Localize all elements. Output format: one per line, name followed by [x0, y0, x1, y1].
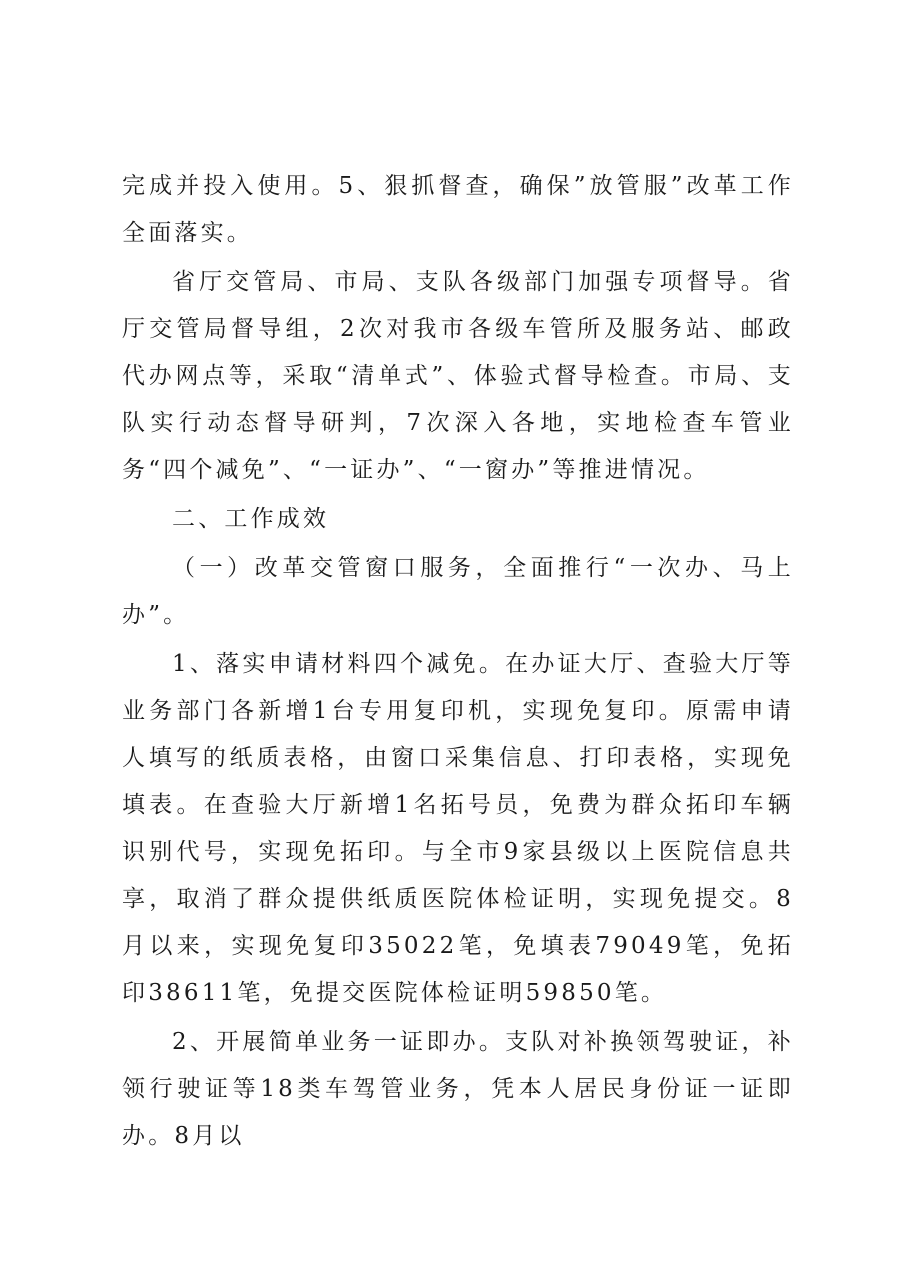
paragraph-continuation: 完成并投入使用。5、狠抓督查，确保”放管服”改革工作全面落实。 [122, 173, 794, 246]
paragraph-item-1: 1、落实申请材料四个减免。在办证大厅、查验大厅等业务部门各新增1台专用复印机，实现免复印。原需申请人填写的纸质表格，由窗口采集信息、打印表格，实现免填表。在查验大厅新增1名拓号员，免费为群众拓印车辆识别代号，实现免拓印。与全市9家县级以上医院信息共享，取消了群众提供纸质医院体检证明，实现免提交。8月以来，实现免复印35022笔，免填表79049笔，免拓印38611笔，免提交医院体检证明59850笔。 [122, 651, 794, 1006]
section-heading-results: 二、工作成效 [172, 506, 330, 532]
document-body [122, 163, 794, 1162]
paragraph-item-2: 2、开展简单业务一证即办。支队对补换领驾驶证，补领行驶证等18类车驾管业务，凭本人居民身份证一证即办。8月以 [122, 1029, 794, 1149]
subsection-heading-window-service: （一）改革交管窗口服务，全面推行“一次办、马上办”。 [122, 555, 794, 628]
paragraph-supervision: 省厅交管局、市局、支队各级部门加强专项督导。省厅交管局督导组，2次对我市各级车管所及服务站、邮政代办网点等，采取“清单式”、体验式督导检查。市局、支队实行动态督导研判，7次深入各地，实地检查车管业务“四个减免”、“一证办”、“一窗办”等推进情况。 [122, 269, 794, 483]
